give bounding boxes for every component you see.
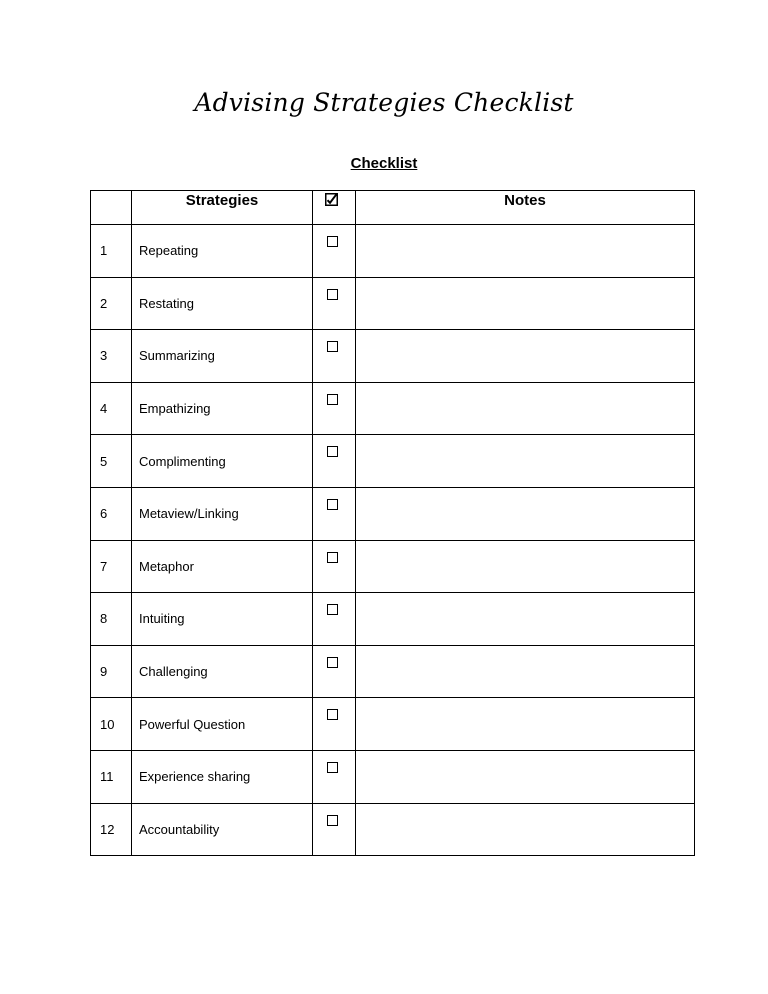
row-checkbox-cell[interactable] — [313, 435, 356, 488]
table-row — [91, 540, 695, 593]
row-notes[interactable] — [356, 698, 695, 751]
checkbox-icon[interactable] — [327, 815, 338, 826]
table-row — [91, 225, 695, 278]
row-notes[interactable] — [356, 803, 695, 856]
table-row — [91, 277, 695, 330]
row-notes[interactable] — [356, 435, 695, 488]
checkbox-icon[interactable] — [327, 236, 338, 247]
header-notes — [356, 191, 695, 225]
row-number: 6 — [91, 487, 132, 540]
row-strategy: Repeating — [132, 225, 313, 278]
checkbox-icon[interactable] — [327, 289, 338, 300]
row-checkbox-cell[interactable] — [313, 698, 356, 751]
header-strategies — [132, 191, 313, 225]
row-number: 10 — [91, 698, 132, 751]
checkbox-icon[interactable] — [327, 604, 338, 615]
row-number: 12 — [91, 803, 132, 856]
row-checkbox-cell[interactable] — [313, 803, 356, 856]
row-notes[interactable] — [356, 750, 695, 803]
row-checkbox-cell[interactable] — [313, 382, 356, 435]
row-strategy: Experience sharing — [132, 750, 313, 803]
table-row — [91, 645, 695, 698]
document-title: Advising Strategies Checklist — [194, 88, 574, 117]
row-checkbox-cell[interactable] — [313, 225, 356, 278]
header-strategies-label: Strategies — [185, 192, 259, 209]
row-notes[interactable] — [356, 645, 695, 698]
row-notes[interactable] — [356, 593, 695, 646]
checkbox-icon[interactable] — [327, 657, 338, 668]
row-number: 8 — [91, 593, 132, 646]
row-notes[interactable] — [356, 225, 695, 278]
row-number: 11 — [91, 750, 132, 803]
row-strategy: Restating — [132, 277, 313, 330]
row-checkbox-cell[interactable] — [313, 750, 356, 803]
row-notes[interactable] — [356, 277, 695, 330]
row-strategy: Intuiting — [132, 593, 313, 646]
row-checkbox-cell[interactable] — [313, 487, 356, 540]
row-number: 2 — [91, 277, 132, 330]
row-strategy: Summarizing — [132, 330, 313, 383]
row-checkbox-cell[interactable] — [313, 330, 356, 383]
table-row — [91, 487, 695, 540]
row-checkbox-cell[interactable] — [313, 593, 356, 646]
table-row — [91, 330, 695, 383]
document-subtitle: Checklist — [350, 155, 418, 172]
row-number: 4 — [91, 382, 132, 435]
table-row — [91, 435, 695, 488]
header-number — [91, 191, 132, 225]
table-row — [91, 750, 695, 803]
checkbox-icon[interactable] — [327, 446, 338, 457]
checkbox-icon[interactable] — [327, 709, 338, 720]
table-row — [91, 593, 695, 646]
table-row — [91, 382, 695, 435]
row-strategy: Accountability — [132, 803, 313, 856]
checkbox-icon[interactable] — [327, 499, 338, 510]
row-strategy: Metaview/Linking — [132, 487, 313, 540]
row-strategy: Empathizing — [132, 382, 313, 435]
row-strategy: Metaphor — [132, 540, 313, 593]
row-notes[interactable] — [356, 540, 695, 593]
checkbox-icon[interactable] — [327, 762, 338, 773]
header-notes-label: Notes — [504, 192, 546, 209]
checkbox-icon[interactable] — [327, 394, 338, 405]
table-header-row — [91, 191, 695, 225]
row-checkbox-cell[interactable] — [313, 540, 356, 593]
row-strategy: Challenging — [132, 645, 313, 698]
row-number: 5 — [91, 435, 132, 488]
row-notes[interactable] — [356, 487, 695, 540]
header-check — [313, 191, 356, 225]
row-strategy: Complimenting — [132, 435, 313, 488]
row-notes[interactable] — [356, 330, 695, 383]
checkbox-icon[interactable] — [327, 552, 338, 563]
strategies-checklist-table — [90, 190, 695, 856]
row-number: 7 — [91, 540, 132, 593]
row-number: 9 — [91, 645, 132, 698]
table-row — [91, 698, 695, 751]
checkbox-icon[interactable] — [327, 341, 338, 352]
row-number: 1 — [91, 225, 132, 278]
row-strategy: Powerful Question — [132, 698, 313, 751]
table-row — [91, 803, 695, 856]
row-number: 3 — [91, 330, 132, 383]
row-checkbox-cell[interactable] — [313, 645, 356, 698]
row-notes[interactable] — [356, 382, 695, 435]
checked-box-icon — [325, 193, 338, 210]
row-checkbox-cell[interactable] — [313, 277, 356, 330]
